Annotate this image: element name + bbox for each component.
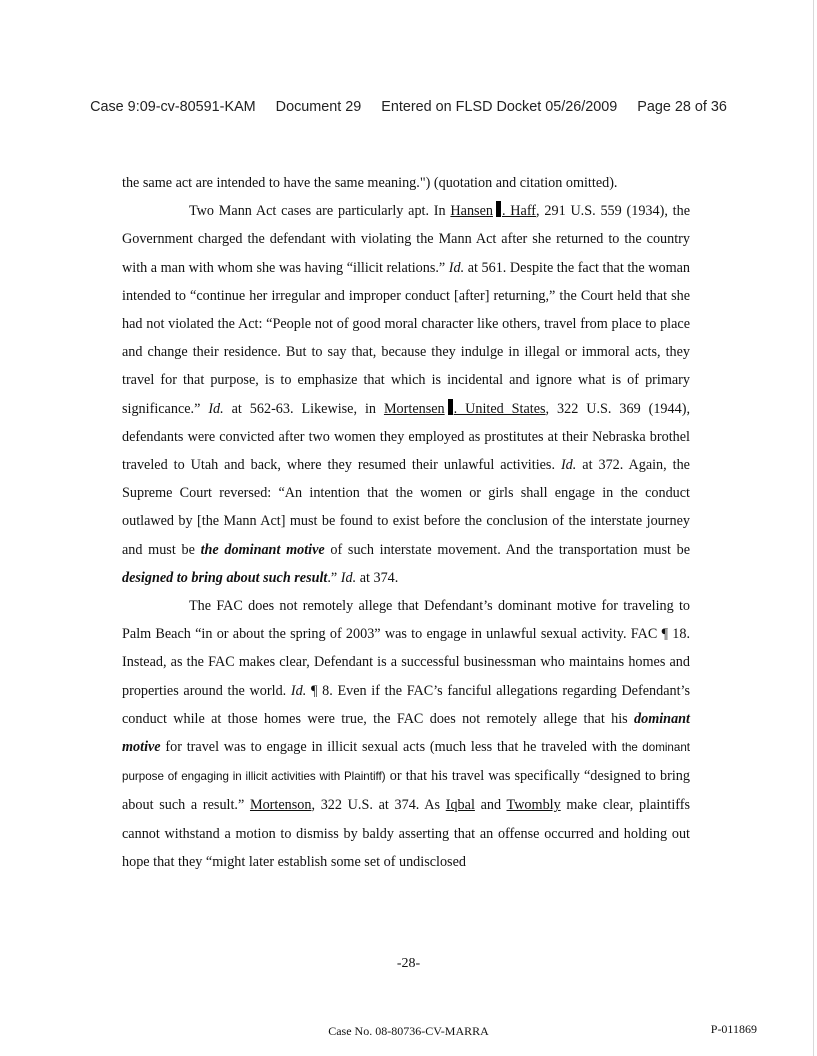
emphasis-dominant-motive: the dominant motive <box>200 541 325 558</box>
emphasis-designed-result: designed to bring about such result <box>122 569 328 586</box>
header-document: Document 29 <box>275 99 362 115</box>
paragraph-fac-allegations: The FAC does not remotely allege that Defendant’s dominant motive for traveling to Palm Beach “in or about the spring of 2003” was to engage in unlawful sexual activity. FAC ¶ 18. Instead, as the FAC makes clear, Defendant is a successful businessman who maintains homes and properties around the world. Id. ¶ 8. Even if the FAC’s fanciful allegations regarding Defendant’s conduct while at those homes were true, the FAC does not remotely allege that his dominant motive for travel was to engage in illicit sexual acts (much less that he traveled with the dominant purpose of engaging in illicit activities with Plaintiff) or that his travel was specifically “designed to bring about such a result.” Mortenson, 322 U.S. at 374. As Iqbal and Twombly make clear, plaintiffs cannot withstand a motion to dismiss by baldy asserting that an offense occurred and holding out hope that they “might later establish some set of undisclosed <box>122 598 691 870</box>
page-edge <box>813 0 814 1056</box>
header-page: Page 28 of 36 <box>637 99 727 115</box>
footer-case-number: Case No. 08-80736-CV-MARRA <box>328 1024 489 1038</box>
inserted-small-text: the dominant purpose of engaging in illicit activities with Plaintiff) <box>122 741 690 784</box>
footer-bates-number: P-011869 <box>710 1022 757 1036</box>
case-citation-mortenson: Mortenson <box>249 797 312 814</box>
case-citation-iqbal: Iqbal <box>445 797 475 814</box>
paragraph-mann-act-cases: Two Mann Act cases are particularly apt. In Hansen . Haff, 291 U.S. 559 (1934), the Government charged the defendant with violating the Mann Act after she returned to the country with a man with whom she was having “illicit relations.” Id. at 561. Despite the fact that the woman intended to “continue her irregular and improper conduct [after] returning,” the Court held that she had not violated the Act: “People not of good moral character like others, travel from place to place and change their residence. But to say that, because they indulge in illegal or immoral acts, they travel for that purpose, is to emphasize that which is incidental and ignore what is of primary significance.” Id. at 562-63. Likewise, in Mortensen . United States, 322 U.S. 369 (1944), defendants were convicted after two women they employed as prostitutes at their Nebraska brothel traveled to Utah and back, where they resumed their unlawful activities. Id. at 372. Again, the Supreme Court reversed: “An intention that the women or girls shall engage in the conduct outlawed by [the Mann Act] must be found to exist before the conclusion of the interstate journey and must be the dominant motive of such interstate movement. And the transportation must be designed to bring about such result.” Id. at 374. <box>122 203 691 586</box>
redaction-mark <box>448 399 453 415</box>
document-body <box>122 169 690 876</box>
emphasis-dominant-motive-2: dominant motive <box>122 710 690 756</box>
redaction-mark <box>496 201 501 217</box>
header-entered: Entered on FLSD Docket 05/26/2009 <box>381 99 618 115</box>
case-citation-mortensen: Mortensen . United States <box>383 400 546 417</box>
case-citation-hansen: Hansen . Haff <box>450 203 537 220</box>
header-case-number: Case 9:09-cv-80591-KAM <box>90 99 256 115</box>
case-citation-twombly: Twombly <box>506 797 561 814</box>
page-number: -28- <box>396 956 421 971</box>
docket-header <box>0 99 817 115</box>
paragraph-continuation: the same act are intended to have the same meaning.") (quotation and citation omitted). <box>122 175 618 191</box>
